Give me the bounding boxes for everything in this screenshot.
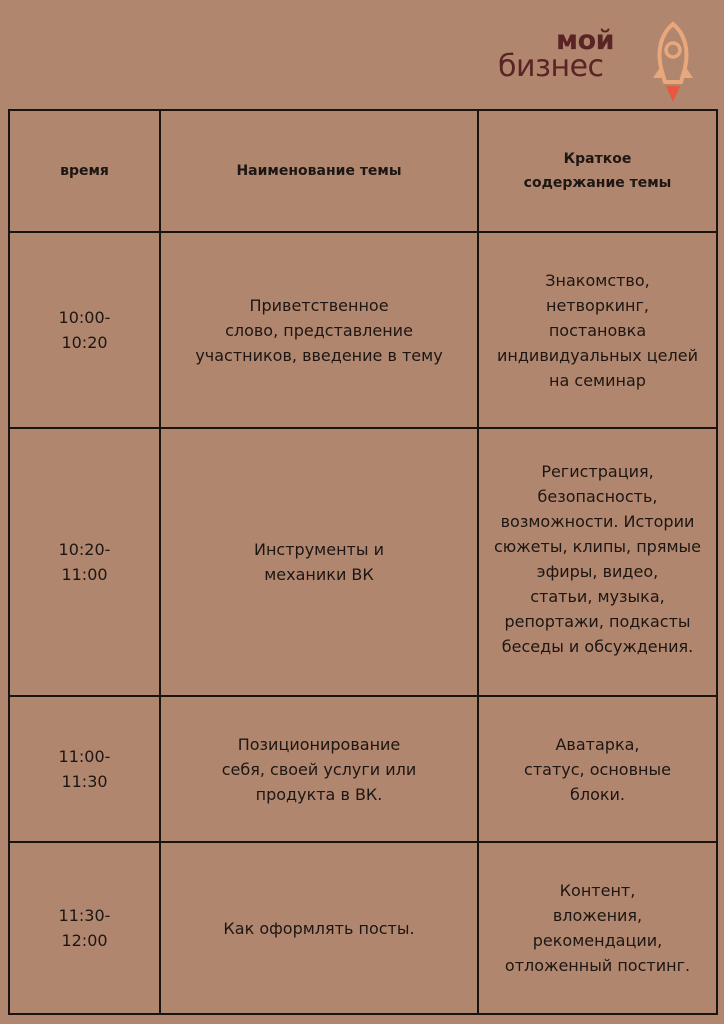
table-row xyxy=(9,232,717,428)
rocket-pin-icon xyxy=(651,20,695,104)
content-cell: Регистрация, безопасность, возможности. Истории сюжеты, клипы, прямые эфиры, видео, статьи, музыка, репортажи, подкасты беседы и обсуждения. xyxy=(478,428,717,696)
table-row xyxy=(9,428,717,696)
topic-cell: Позиционирование себя, своей услуги или продукта в ВК. xyxy=(160,696,478,842)
content-cell: Аватарка, статус, основные блоки. xyxy=(478,696,717,842)
logo-text-line1: мой xyxy=(556,25,615,56)
topic-cell: Приветственное слово, представление участников, введение в тему xyxy=(160,232,478,428)
table-row xyxy=(9,842,717,1014)
header-time: время xyxy=(9,110,160,232)
brand-logo xyxy=(496,20,706,106)
header-topic: Наименование темы xyxy=(160,110,478,232)
header-row xyxy=(9,110,717,232)
schedule-table xyxy=(8,109,718,1015)
time-cell: 10:00- 10:20 xyxy=(9,232,160,428)
content-cell: Контент, вложения, рекомендации, отложенный постинг. xyxy=(478,842,717,1014)
time-cell: 11:30- 12:00 xyxy=(9,842,160,1014)
content-cell: Знакомство, нетворкинг, постановка индивидуальных целей на семинар xyxy=(478,232,717,428)
time-cell: 10:20- 11:00 xyxy=(9,428,160,696)
time-cell: 11:00- 11:30 xyxy=(9,696,160,842)
logo-text-line2: бизнес xyxy=(498,49,604,84)
topic-cell: Инструменты и механики ВК xyxy=(160,428,478,696)
topic-cell: Как оформлять посты. xyxy=(160,842,478,1014)
header-content: Краткое содержание темы xyxy=(478,110,717,232)
table-row xyxy=(9,696,717,842)
